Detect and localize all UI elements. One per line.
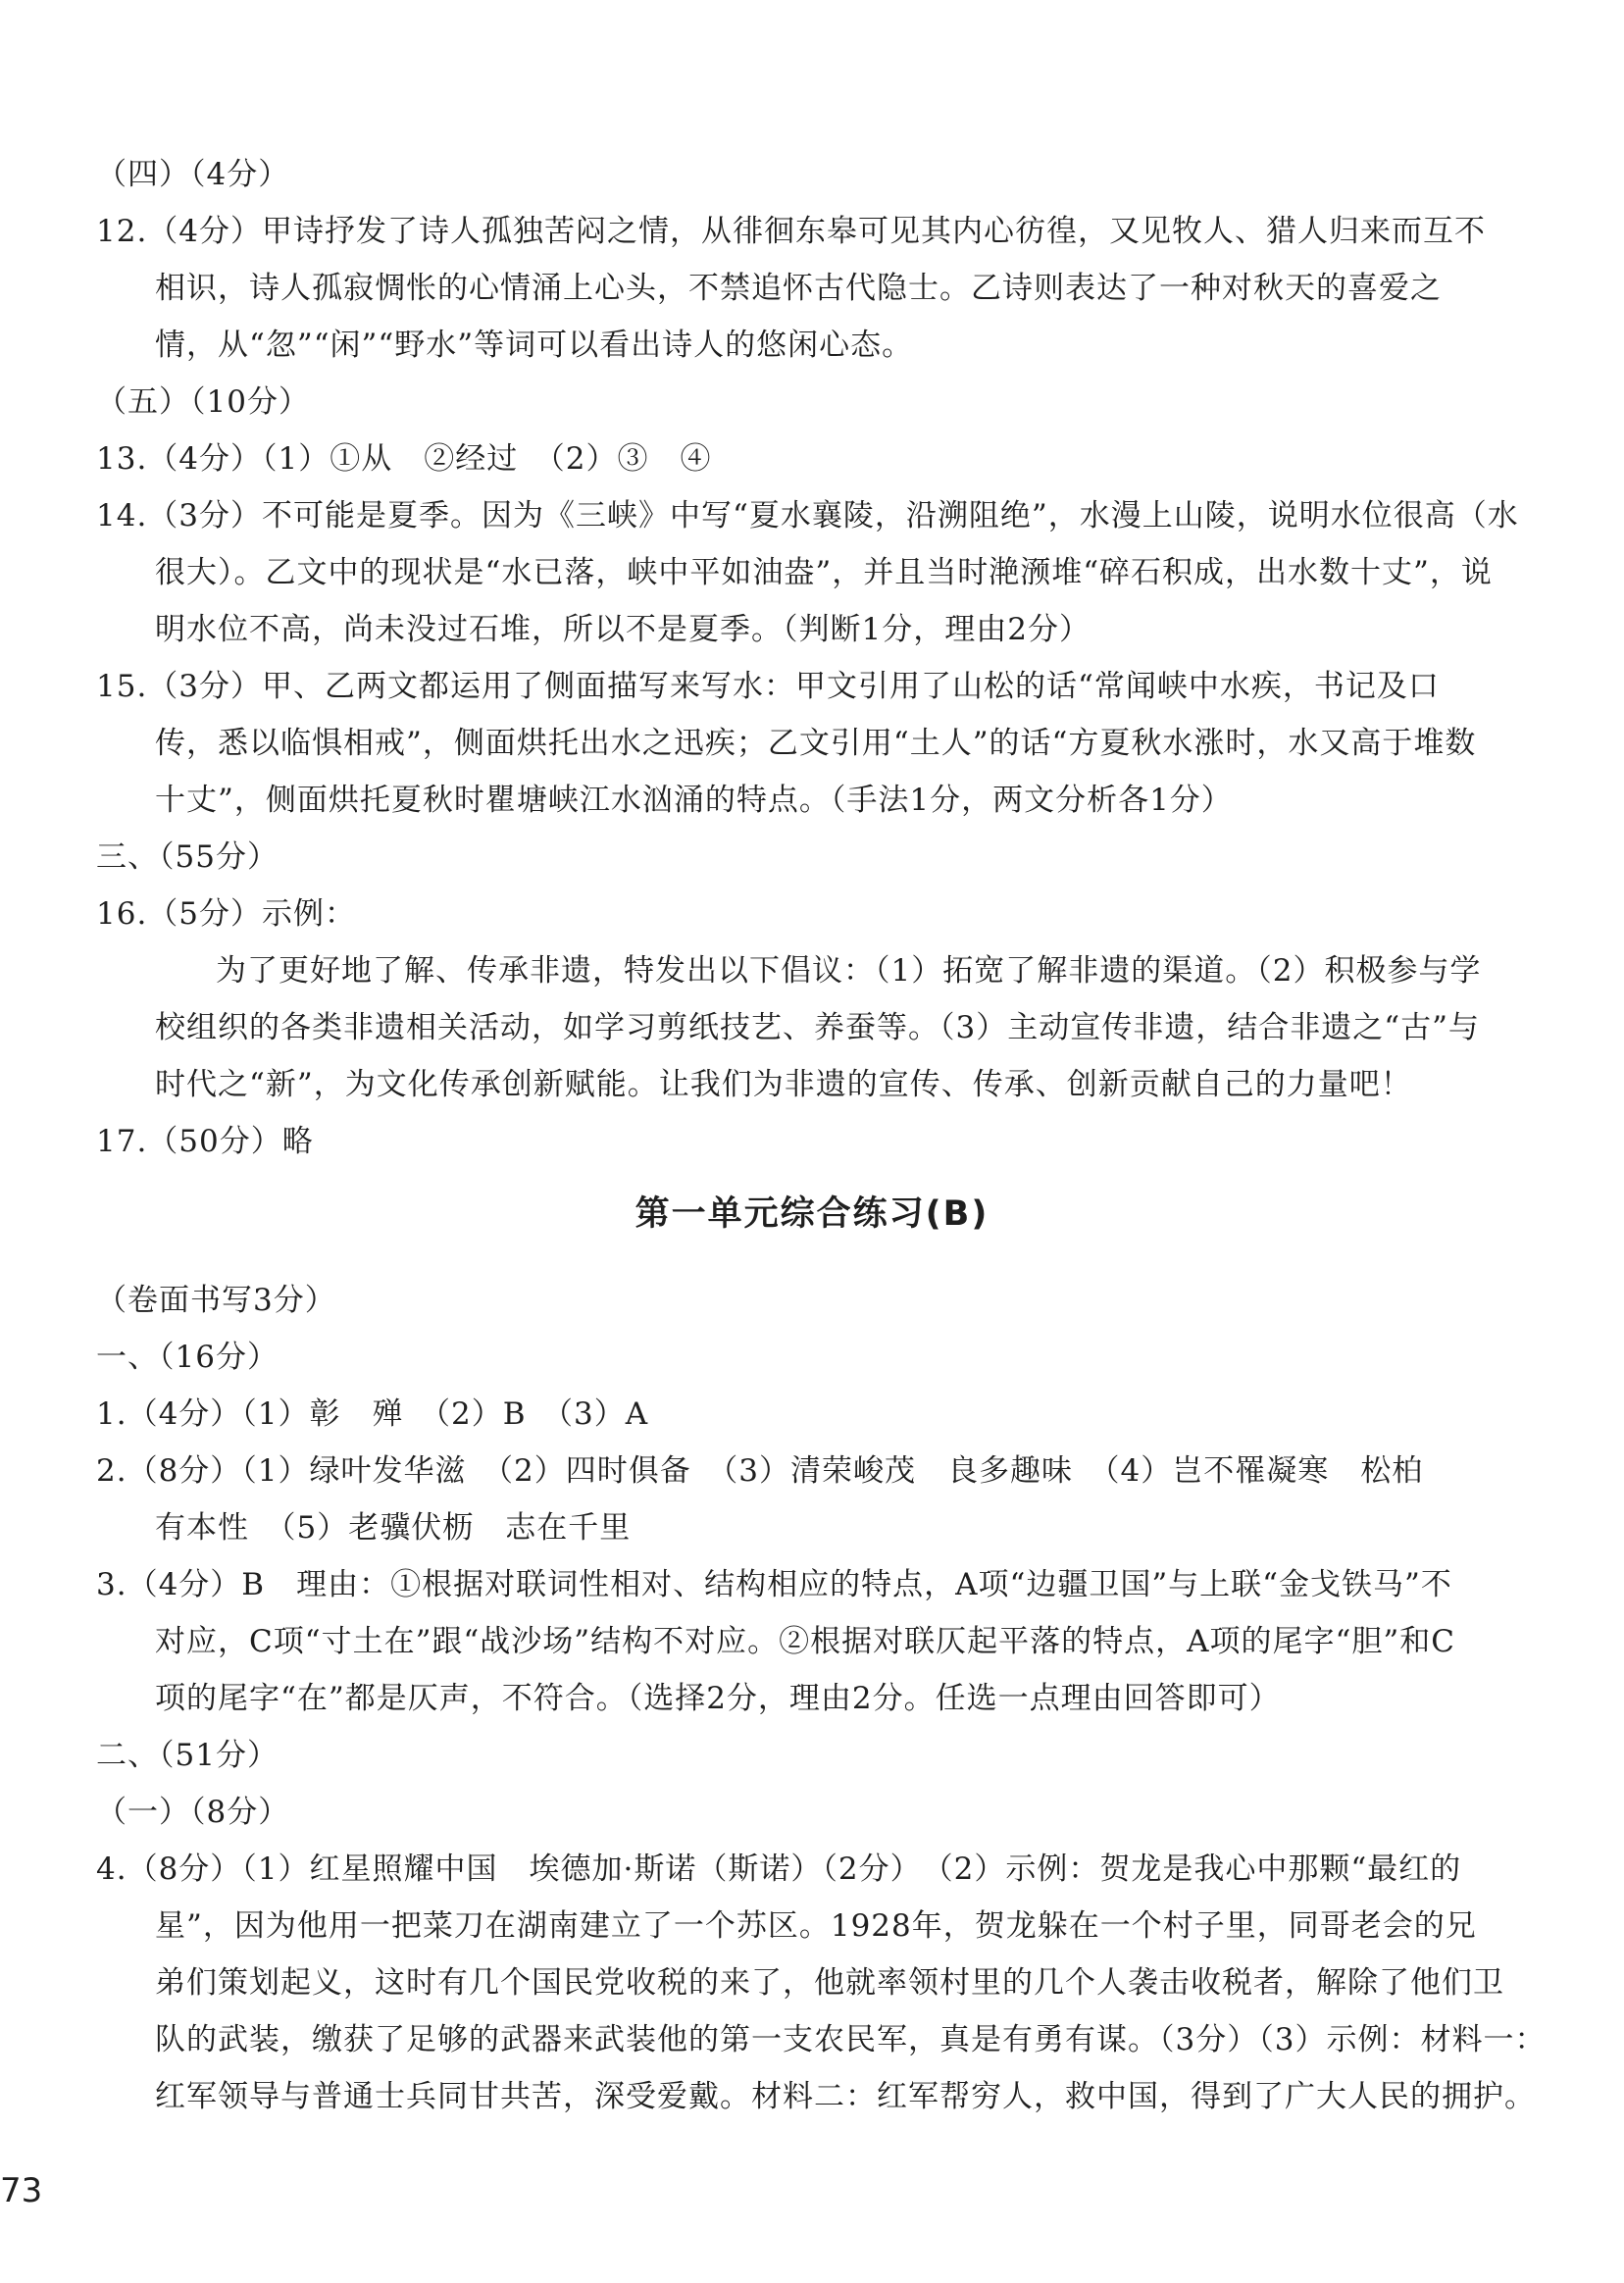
heading-part-3: 三、（55分） xyxy=(96,839,279,875)
answer-16-para-1: 为了更好地了解、传承非遗，特发出以下倡议：（1）拓宽了解非遗的渠道。（2）积极参与学 xyxy=(216,953,1482,989)
answer-15-cont-1: 传，悉以临惧相戒”，侧面烘托出水之迅疾；乙文引用“土人”的话“方夏秋水涨时，水又高于堆数 xyxy=(155,726,1477,761)
answer-b-4-cont-4: 红军领导与普通士兵同甘共苦，深受爱戴。材料二：红军帮穷人，救中国，得到了广大人民的拥护。 xyxy=(155,2079,1536,2114)
answer-12: 12.（4分）甲诗抒发了诗人孤独苦闷之情，从徘徊东皋可见其内心彷徨，又见牧人、猎人归来而互不 xyxy=(96,214,1487,249)
heading-part-1: 一、（16分） xyxy=(96,1340,279,1375)
answer-b-3: 3.（4分）B 理由：①根据对联词性相对、结构相应的特点，A项“边疆卫国”与上联“金戈铁马”不 xyxy=(96,1567,1452,1602)
answer-14: 14.（3分）不可能是夏季。因为《三峡》中写“夏水襄陵，沿溯阻绝”，水漫上山陵，说明水位很高（水 xyxy=(96,498,1519,533)
answer-b-4-cont-2: 弟们策划起义，这时有几个国民党收税的来了，他就率领村里的几个人袭击收税者，解除了他们卫 xyxy=(155,1965,1504,2001)
answer-15: 15.（3分）甲、乙两文都运用了侧面描写来写水：甲文引用了山松的话“常闻峡中水疾，书记及口 xyxy=(96,669,1440,704)
answer-b-4-cont-1: 星”，因为他用一把菜刀在湖南建立了一个苏区。1928年，贺龙躲在一个村子里，同哥老会的兄 xyxy=(155,1908,1477,1944)
answer-b-3-cont-1: 对应，C项“寸土在”跟“战沙场”结构不对应。②根据对联仄起平落的特点，A项的尾字“胆”和C xyxy=(155,1624,1455,1659)
answer-b-1: 1.（4分）（1）彰 殚 （2）B （3）A xyxy=(96,1396,649,1432)
answer-b-2-cont: 有本性 （5）老骥伏枥 志在千里 xyxy=(155,1510,632,1546)
answer-15-cont-2: 十丈”，侧面烘托夏秋时瞿塘峡江水汹涌的特点。（手法1分，两文分析各1分） xyxy=(155,783,1233,818)
section-title: 第一单元综合练习(B) xyxy=(634,1194,990,1234)
answer-b-3-cont-2: 项的尾字“在”都是仄声，不符合。（选择2分，理由2分。任选一点理由回答即可） xyxy=(155,1681,1281,1716)
answer-17: 17.（50分）略 xyxy=(96,1124,314,1159)
heading-section-1: （一）（8分） xyxy=(96,1795,290,1830)
answer-14-cont-1: 很大）。乙文中的现状是“水已落，峡中平如油盎”，并且当时滟滪堆“碎石积成，出水数十丈”，说 xyxy=(155,555,1493,590)
handwriting-score-note: （卷面书写3分） xyxy=(96,1283,336,1318)
heading-part-2: 二、（51分） xyxy=(96,1738,279,1773)
page-number: 73 xyxy=(0,2171,43,2210)
answer-b-4: 4.（8分）（1）红星照耀中国 埃德加·斯诺（斯诺）（2分） （2）示例：贺龙是我心中那颗“最红的 xyxy=(96,1852,1462,1887)
answer-16: 16.（5分）示例： xyxy=(96,896,357,932)
answer-16-para-3: 时代之“新”，为文化传承创新赋能。让我们为非遗的宣传、传承、创新贡献自己的力量吧！ xyxy=(155,1067,1412,1102)
answer-12-cont-2: 情，从“忽”“闲”“野水”等词可以看出诗人的悠闲心态。 xyxy=(155,328,914,363)
heading-section-5: （五）（10分） xyxy=(96,384,310,420)
answer-16-para-2: 校组织的各类非遗相关活动，如学习剪纸技艺、养蚕等。（3）主动宣传非遗，结合非遗之“古”与 xyxy=(155,1010,1480,1045)
answer-13: 13.（4分）（1）①从 ②经过 （2）③ ④ xyxy=(96,441,712,477)
answer-b-4-cont-3: 队的武装，缴获了足够的武器来武装他的第一支农民军，真是有勇有谋。（3分）（3）示例：材料一： xyxy=(155,2022,1547,2057)
heading-section-4: （四）（4分） xyxy=(96,157,290,192)
answer-14-cont-2: 明水位不高，尚未没过石堆，所以不是夏季。（判断1分，理由2分） xyxy=(155,612,1091,647)
answer-b-2: 2.（8分）（1）绿叶发华滋 （2）四时俱备 （3）清荣峻茂 良多趣味 （4）岂不罹凝寒 松柏 xyxy=(96,1453,1424,1489)
answer-12-cont-1: 相识，诗人孤寂惆怅的心情涌上心头，不禁追怀古代隐士。乙诗则表达了一种对秋天的喜爱之 xyxy=(155,271,1442,306)
